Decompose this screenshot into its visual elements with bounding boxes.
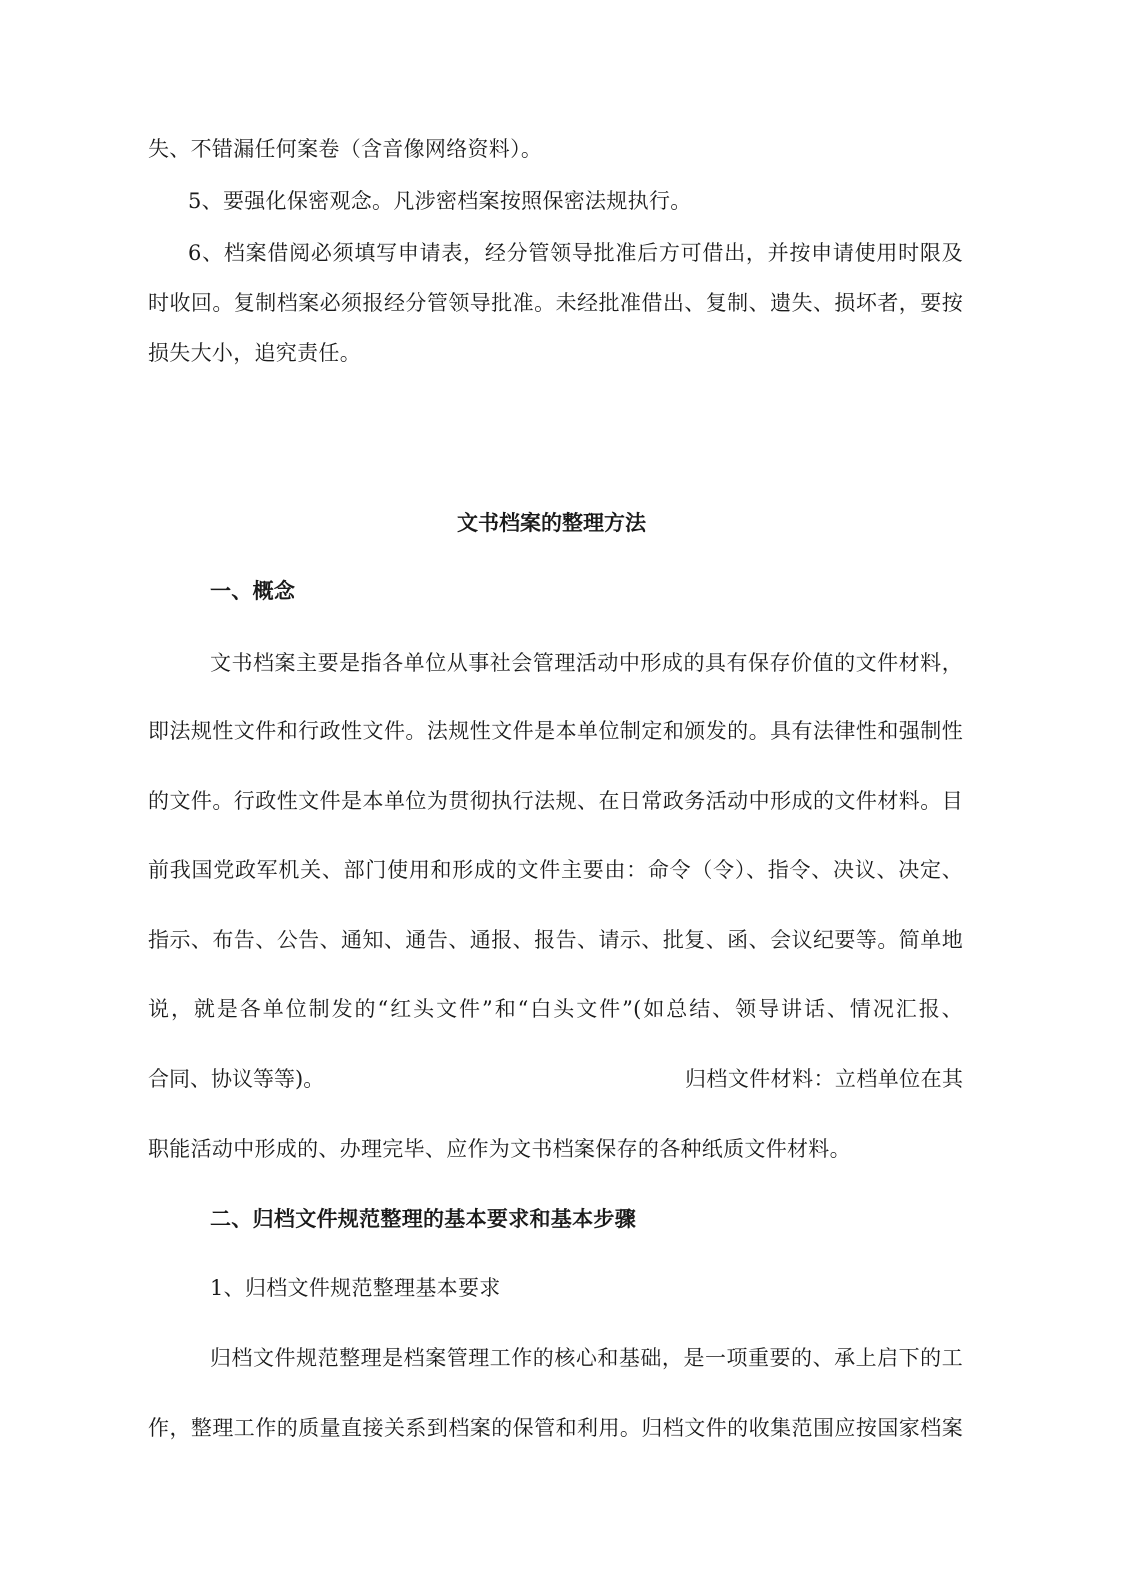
list-item-6-line: 损失大小，追究责任。: [148, 341, 361, 365]
sub-heading: 1、归档文件规范整理基本要求: [210, 1276, 501, 1300]
document-title: 文书档案的整理方法: [457, 511, 646, 535]
paragraph-line: 作，整理工作的质量直接关系到档案的保管和利用。归档文件的收集范围应按国家档案: [148, 1416, 963, 1440]
paragraph-line: 的文件。行政性文件是本单位为贯彻执行法规、在日常政务活动中形成的文件材料。目: [148, 789, 963, 813]
paragraph-line: 即法规性文件和行政性文件。法规性文件是本单位制定和颁发的。具有法律性和强制性: [148, 719, 963, 743]
paragraph-line: 失、不错漏任何案卷（含音像网络资料）。: [148, 137, 543, 161]
paragraph-line: 文书档案主要是指各单位从事社会管理活动中形成的具有保存价值的文件材料，: [210, 651, 963, 675]
paragraph-line-right: 归档文件材料：立档单位在其: [685, 1067, 963, 1091]
paragraph-line: 指示、布告、公告、通知、通告、通报、报告、请示、批复、函、会议纪要等。简单地: [148, 928, 963, 952]
paragraph-line: 职能活动中形成的、办理完毕、应作为文书档案保存的各种纸质文件材料。: [148, 1137, 851, 1161]
section-heading: 一、概念: [210, 579, 296, 603]
paragraph-line: 说，就是各单位制发的“红头文件”和“白头文件”(如总结、领导讲话、情况汇报、: [148, 997, 963, 1021]
paragraph-line: 前我国党政军机关、部门使用和形成的文件主要由：命令（令）、指令、决议、决定、: [148, 858, 963, 882]
list-item-5: 5、要强化保密观念。凡涉密档案按照保密法规执行。: [188, 189, 692, 213]
list-item-6-line: 时收回。复制档案必须报经分管领导批准。未经批准借出、复制、遗失、损坏者，要按: [148, 291, 963, 315]
list-item-6-line: 6、档案借阅必须填写申请表，经分管领导批准后方可借出，并按申请使用时限及: [188, 241, 963, 265]
section-heading: 二、归档文件规范整理的基本要求和基本步骤: [210, 1207, 636, 1231]
paragraph-line: 归档文件规范整理是档案管理工作的核心和基础，是一项重要的、承上启下的工: [210, 1346, 963, 1370]
paragraph-line-left: 合同、协议等等)。: [148, 1067, 325, 1091]
